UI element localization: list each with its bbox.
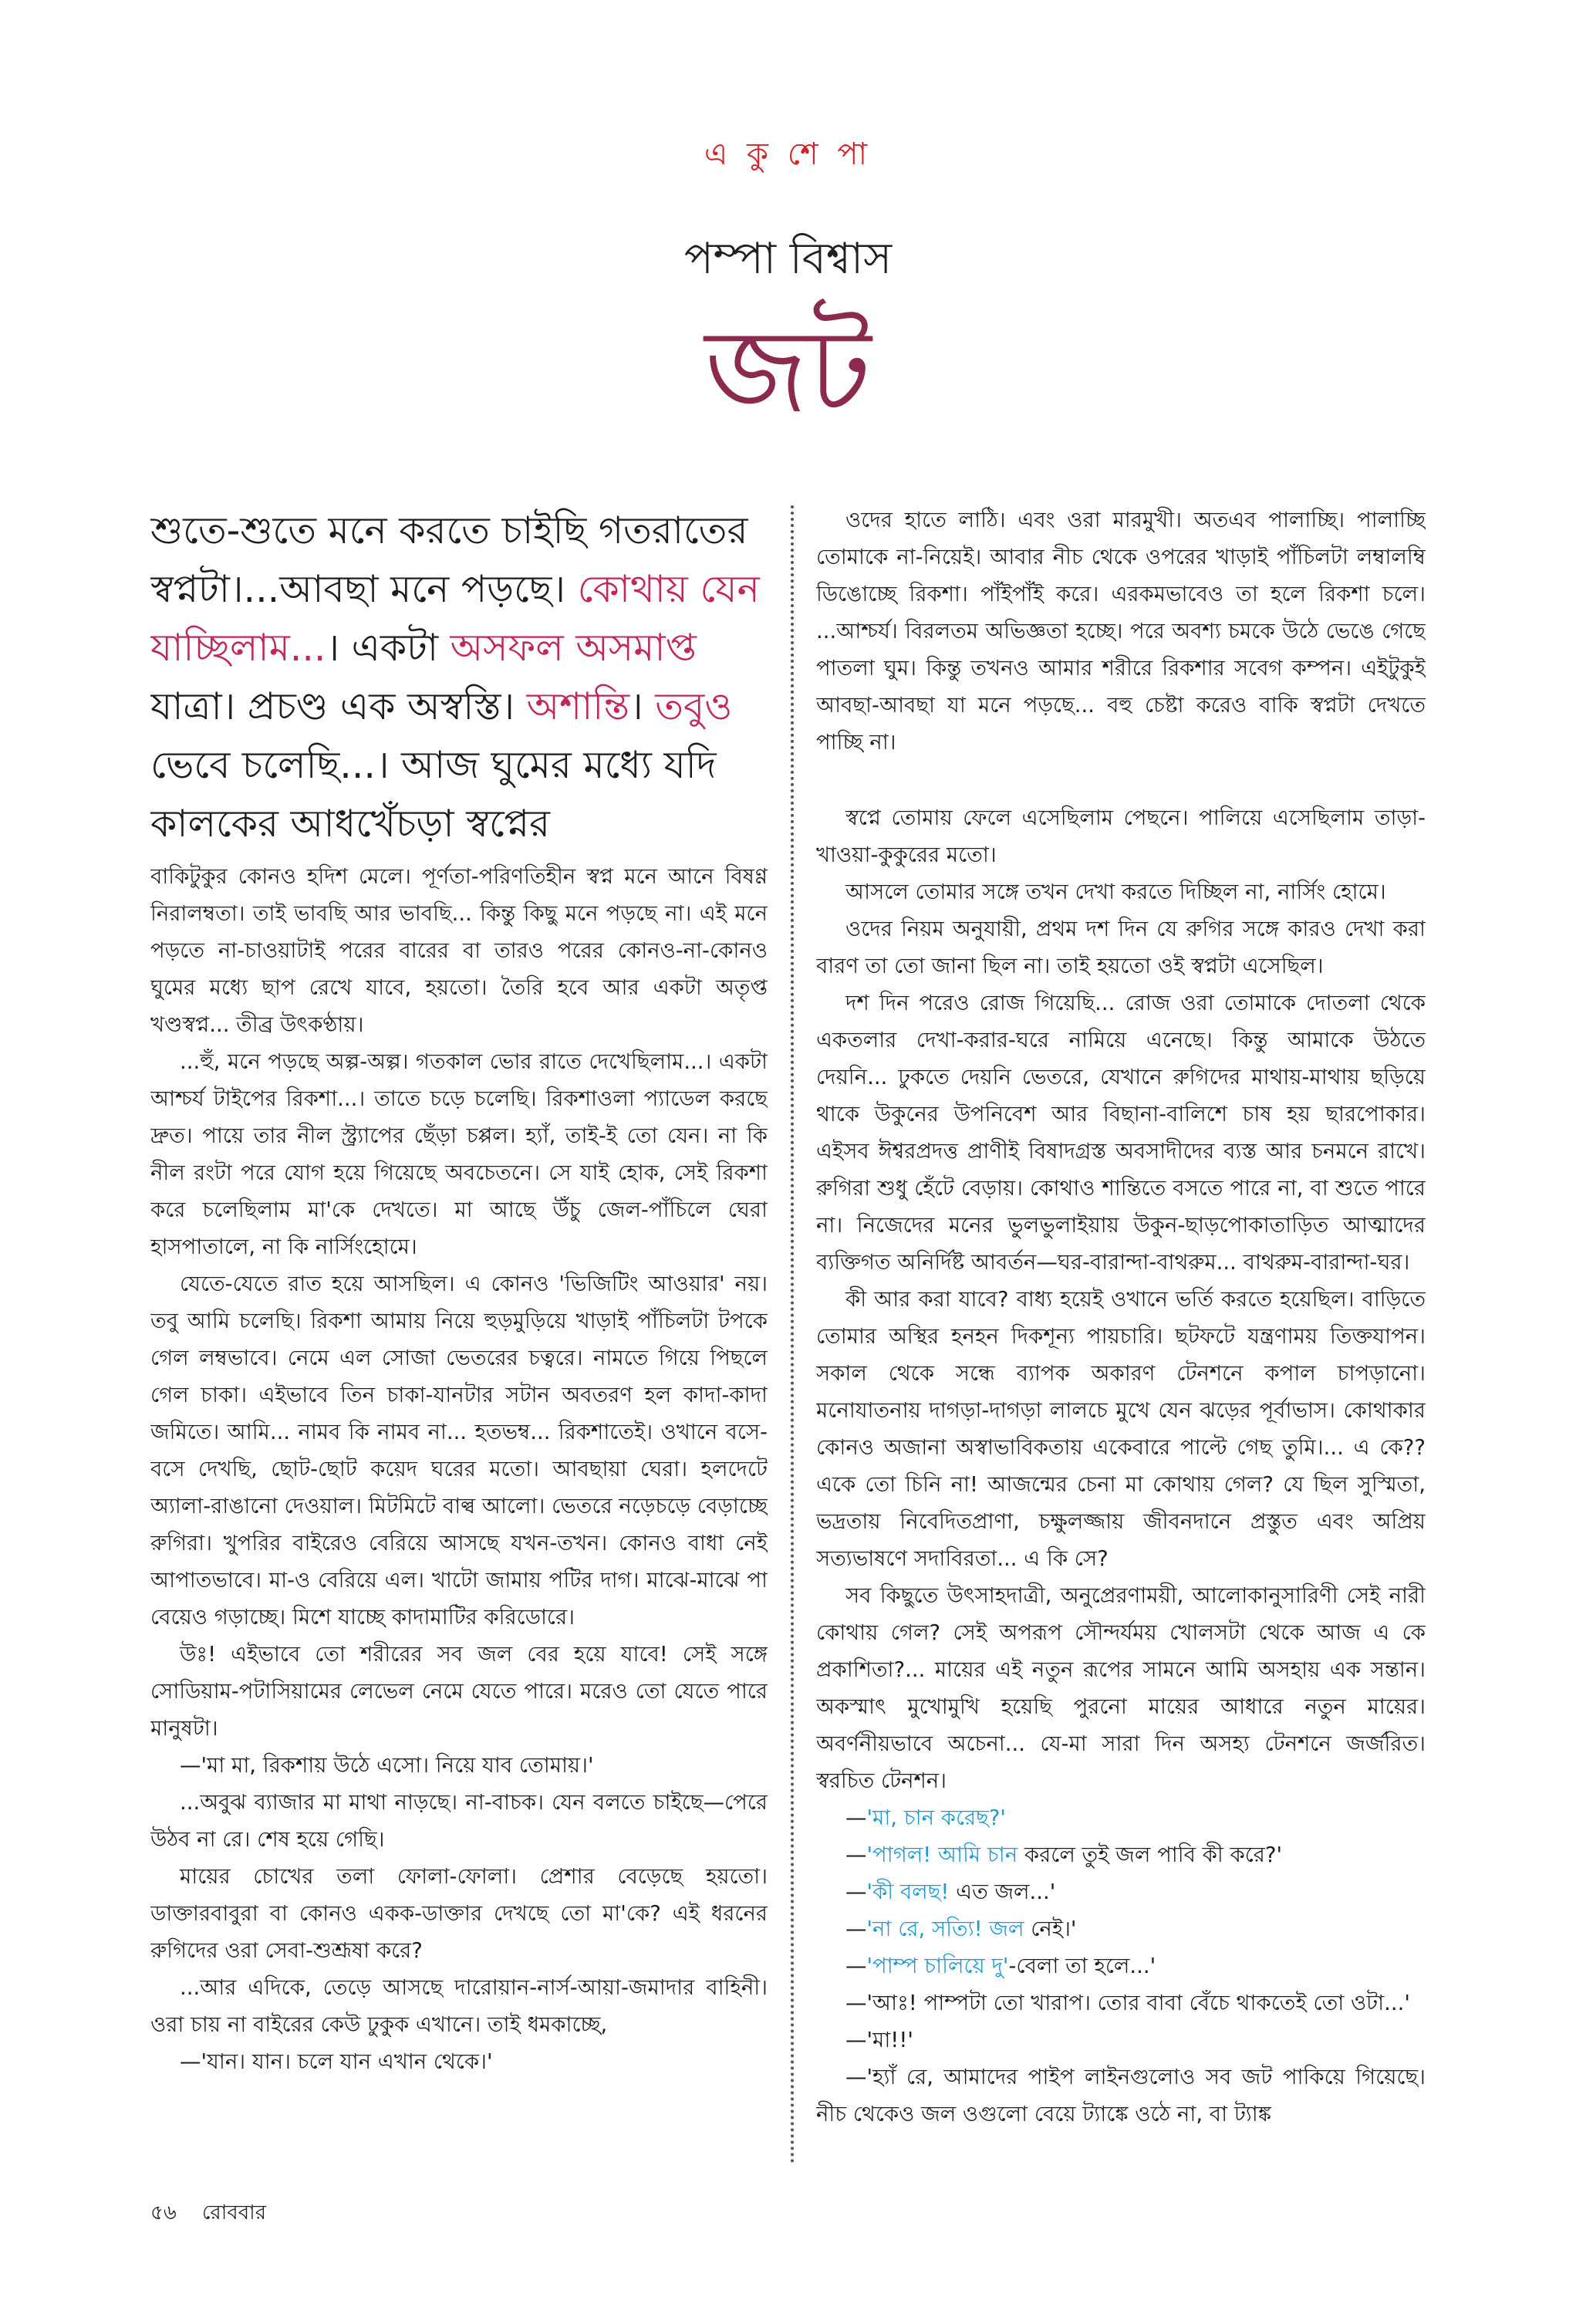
dialogue-text: -বেলা তা হলে...': [1008, 1954, 1156, 1978]
dialogue-text: —: [845, 1843, 867, 1867]
dialogue-text: —'মা!!': [845, 2028, 913, 2052]
dialogue-text: —: [845, 1805, 867, 1830]
right-paragraphs-a: [816, 502, 1426, 761]
body-paragraph: ওদের নিয়ম অনুযায়ী, প্রথম দশ দিন যে রুগির সঙ্গে কারও দেখা করা বারণ তা তো জানা ছিল না। তাই হয়তো ওই স্বপ্নটা এসেছিল।: [816, 917, 1426, 978]
lead-highlight: অশান্তি: [526, 684, 630, 728]
dialogue-line: [816, 2022, 1426, 2059]
dialogue-text: —'আঃ! পাম্পটা তো খারাপ। তোর বাবা বেঁচে থাকতেই তো ওটা...': [845, 1991, 1410, 2015]
left-paragraphs: [150, 858, 768, 2080]
dialogue-text: এত জল...': [949, 1880, 1056, 1904]
lead-text: ভেবে চলেছি...। আজ ঘুমের মধ্যে যদি কালকের আধখেঁচড়া স্বপ্নের: [150, 743, 717, 846]
right-column: [816, 502, 1426, 2164]
dialogue-highlight: 'পাম্প চালিয়ে দু': [866, 1954, 1009, 1978]
dialogue-line: [816, 1873, 1426, 1910]
lead-text: শুতে-শুতে মনে করতে চাইছি গতরাতের স্বপ্নটা।...আবছা মনে পড়ছে।: [150, 508, 748, 611]
dialogue-line: [816, 1799, 1426, 1836]
lead-highlight: তবুও: [655, 684, 733, 728]
dialogue-text: —: [845, 1954, 867, 1978]
body-paragraph: ওদের হাতে লাঠি। এবং ওরা মারমুখী। অতএব পালাচ্ছি। পালাচ্ছি তোমাকে না-নিয়েই। আবার নীচ থেকে ওপরের খাড়াই পাঁচিলটা লম্বালম্বি ডিঙোচ্ছে রিকশা। পাঁইপাঁই করে। এরকমভাবেও তা হলে রিকশা চলে। ...আশ্চর্য। বিরলতম অভিজ্ঞতা হচ্ছে। পরে অবশ্য চমকে উঠে ভেঙে গেছে পাতলা ঘুম। কিন্তু তখনও আমার শরীরে রিকশার সবেগ কম্পন। এইটুকুই আবছা-আবছা যা মনে পড়ছে... বহু চেষ্টা করেও বাকি স্বপ্নটা দেখতে পাচ্ছি না।: [816, 508, 1426, 755]
left-column: [150, 502, 768, 2164]
dialogue-text: নেই।': [1024, 1917, 1077, 1941]
author-name: পম্পা বিশ্বাস: [683, 234, 893, 284]
dialogue-text: করলে তুই জল পাবি কী করে?': [1017, 1843, 1283, 1867]
body-paragraph: আসলে তোমার সঙ্গে তখন দেখা করতে দিচ্ছিল না, নার্সিং হোমে।: [845, 880, 1386, 904]
dialogue-highlight: 'পাগল! আমি চান: [866, 1843, 1018, 1867]
body-paragraph: দশ দিন পরেও রোজ গিয়েছি... রোজ ওরা তোমাকে দোতলা থেকে একতলার দেখা-করার-ঘরে নামিয়ে এনেছে। কিন্তু আমাকে উঠতে দেয়নি... ঢুকতে দেয়নি ভেতরে, যেখানে রুগিদের মাথায়-মাথায় ছড়িয়ে থাকে উকুনের উপনিবেশ আর বিছানা-বালিশে চাষ হয় ছারপোকার। এইসব ঈশ্বরপ্রদত্ত প্রাণীই বিষাদগ্রস্ত অবসাদীদের ব্যস্ত আর চনমনে রাখে। রুগিরা শুধু হেঁটে বেড়ায়। কোথাও শান্তিতে বসতে পারে না, বা শুতে পারে না। নিজেদের মনের ভুলভুলাইয়ায় উকুন-ছাড়পোকাতাড়িত আত্মাদের ব্যক্তিগত অনির্দিষ্ট আবর্তন—ঘর-বারান্দা-বাথরুম... বাথরুম-বারান্দা-ঘর।: [816, 991, 1426, 1275]
dialogue-text: —: [845, 1917, 867, 1941]
page-number: ৫৬: [150, 2201, 177, 2224]
dialogue-text: —: [845, 1880, 867, 1904]
dialogue-text: —'হ্যাঁ রে, আমাদের পাইপ লাইনগুলোও সব জট পাকিয়ে গিয়েছে। নীচ থেকেও জল ওগুলো বেয়ে ট্যাঙ্কে ওঠে না, বা ট্যাঙ্ক: [816, 2065, 1426, 2126]
dialogue-highlight: 'কী বলছ!: [866, 1880, 950, 1904]
page-footer: [150, 2197, 266, 2231]
body-paragraph: ...হুঁ, মনে পড়ছে অল্প-অল্প। গতকাল ভোর রাতে দেখেছিলাম...। একটা আশ্চর্য টাইপের রিকশা...। তাতে চড়ে চলেছি। রিকশাওলা প্যাডেল করছে দ্রুত। পায়ে তার নীল স্ট্র্যাপের ছেঁড়া চপ্পল। হ্যাঁ, তাই-ই তো যেন। না কি নীল রংটা পরে যোগ হয়ে গিয়েছে অবচেতনে। সে যাই হোক, সেই রিকশা করে চলেছিলাম মা'কে দেখতে। মা আছে উঁচু জেল-পাঁচিলে ঘেরা হাসপাতালে, না কি নার্সিংহোমে।: [150, 1049, 768, 1259]
body-paragraph: উঃ! এইভাবে তো শরীরের সব জল বের হয়ে যাবে! সেই সঙ্গে সোডিয়াম-পটাসিয়ামের লেভেল নেমে যেতে পারে। মরেও তো যেতে পারে মানুষটা।: [150, 1642, 768, 1741]
body-paragraph: মায়ের চোখের তলা ফোলা-ফোলা। প্রেশার বেড়েছে হয়তো। ডাক্তারবাবুরা বা কোনও একক-ডাক্তার দেখছে তো মা'কে? এই ধরনের রুগিদের ওরা সেবা-শুশ্রূষা করে?: [150, 1864, 768, 1963]
dialogue-highlight: 'না রে, সত্যি! জল: [866, 1917, 1024, 1941]
body-paragraph: —'যান। যান। চলে যান এখান থেকে।': [180, 2049, 493, 2074]
dialogue-line: [816, 1836, 1426, 1873]
dialogue-line: [816, 1910, 1426, 1947]
lead-highlight: কোথায় যেন যাচ্ছিলাম...: [150, 567, 760, 670]
dialogue-line: [816, 1947, 1426, 1985]
dialogue-line: [816, 1985, 1426, 2022]
dialogue-block: [816, 1799, 1426, 2133]
body-paragraph: স্বপ্নে তোমায় ফেলে এসেছিলাম পেছনে। পালিয়ে এসেছিলাম তাড়া-খাওয়া-কুকুরের মতো।: [816, 806, 1426, 867]
lead-paragraph: [150, 502, 768, 853]
lead-text: । একটা: [326, 626, 451, 670]
body-paragraph: সব কিছুতে উৎসাহদাত্রী, অনুপ্রেরণাময়ী, আলোকানুসারিণী সেই নারী কোথায় গেল? সেই অপরূপ সৌন্দর্যময় খোলসটা থেকে আজ এ কে প্রকাশিতা?... মায়ের এই নতুন রূপের সামনে আমি অসহায় এক সন্তান। অকস্মাৎ মুখোমুখি হয়েছি পুরনো মায়ের আধারে নতুন মায়ের। অবর্ণনীয়ভাবে অচেনা... যে-মা সারা দিন অসহ্য টেনশনে জর্জরিত। স্বরচিত টেনশন।: [816, 1583, 1426, 1793]
section-label: এ কু শে পা: [704, 137, 872, 172]
lead-text: যাত্রা। প্রচণ্ড এক অস্বস্তি।: [150, 684, 527, 728]
story-title: জট: [704, 305, 872, 439]
magazine-name: রোববার: [201, 2201, 267, 2224]
body-paragraph: ...আর এদিকে, তেড়ে আসছে দারোয়ান-নার্স-আয়া-জমাদার বাহিনী। ওরা চায় না বাইরের কেউ ঢুকুক এখানে। তাই ধমকাচ্ছে,: [150, 1975, 768, 2037]
dialogue-highlight: 'মা, চান করেছ?': [866, 1805, 1006, 1830]
body-paragraph: যেতে-যেতে রাত হয়ে আসছিল। এ কোনও 'ভিজিটিং আওয়ার' নয়। তবু আমি চলেছি। রিকশা আমায় নিয়ে হুড়মুড়িয়ে খাড়াই পাঁচিলটা টপকে গেল লম্বভাবে। নেমে এল সোজা ভেতরের চত্বরে। নামতে গিয়ে পিছলে গেল চাকা। এইভাবে তিন চাকা-যানটার সটান অবতরণ হল কাদা-কাদা জমিতে। আমি... নামব কি নামব না... হতভম্ব... রিকশাতেই। ওখানে বসে-বসে দেখছি, ছোট-ছোট কয়েদ ঘরের মতো। আবছায়া ঘেরা। হলদেটে অ্যালা-রাঙানো দেওয়াল। মিটমিটে বাল্ব আলো। ভেতরে নড়েচড়ে বেড়াচ্ছে রুগিরা। খুপরির বাইরেও বেরিয়ে আসছে যখন-তখন। কোনও বাধা নেই আপাতভাবে। মা-ও বেরিয়ে এল। খাটো জামায় পটির দাগ। মাঝে-মাঝে পা বেয়েও গড়াচ্ছে। মিশে যাচ্ছে কাদামাটির করিডোরে।: [150, 1272, 768, 1630]
right-paragraphs-b: [816, 799, 1426, 1799]
dialogue-line: [816, 2059, 1426, 2133]
body-paragraph: —'মা মা, রিকশায় উঠে এসো। নিয়ে যাব তোমায়।': [180, 1753, 594, 1778]
column-divider: [791, 505, 794, 2164]
body-paragraph: বাকিটুকুর কোনও হদিশ মেলে। পূর্ণতা-পরিণতিহীন স্বপ্ন মনে আনে বিষণ্ণ নিরালম্বতা। তাই ভাবছি আর ভাবছি... কিন্তু কিছু মনে পড়ছে না। এই মনে পড়তে না-চাওয়াটাই পরের বারের বা তারও পরের কোনও-না-কোনও ঘুমের মধ্যে ছাপ রেখে যাবে, হয়তো। তৈরি হবে আর একটা অতৃপ্ত খণ্ডস্বপ্ন... তীব্র উৎকণ্ঠায়।: [150, 864, 768, 1037]
body-paragraph: কী আর করা যাবে? বাধ্য হয়েই ওখানে ভর্তি করতে হয়েছিল। বাড়িতে তোমার অস্থির হনহন দিকশূন্য পায়চারি। ছটফটে যন্ত্রণাময় তিক্তযাপন। সকাল থেকে সন্ধে ব্যাপক অকারণ টেনশনে কপাল চাপড়ানো। মনোযাতনায় দাগড়া-দাগড়া লালচে মুখে যেন ঝড়ের পূর্বাভাস। কোথাকার কোনও অজানা অস্বাভাবিকতায় একেবারে পাল্টে গেছ তুমি।... এ কে?? একে তো চিনি না! আজন্মের চেনা মা কোথায় গেল? যে ছিল সুস্মিতা, ভদ্রতায় নিবেদিতপ্রাণা, চক্ষুলজ্জায় জীবনদানে প্রস্তুত এবং অপ্রিয় সত্যভাষণে সদাবিরতা... এ কি সে?: [816, 1287, 1426, 1571]
body-paragraph: ...অবুঝ ব্যাজার মা মাথা নাড়ছে। না-বাচক। যেন বলতে চাইছে—পেরে উঠব না রে। শেষ হয়ে গেছি।: [150, 1790, 768, 1852]
lead-highlight: অসফল অসমাপ্ত: [450, 626, 697, 670]
lead-text: ।: [629, 684, 656, 728]
